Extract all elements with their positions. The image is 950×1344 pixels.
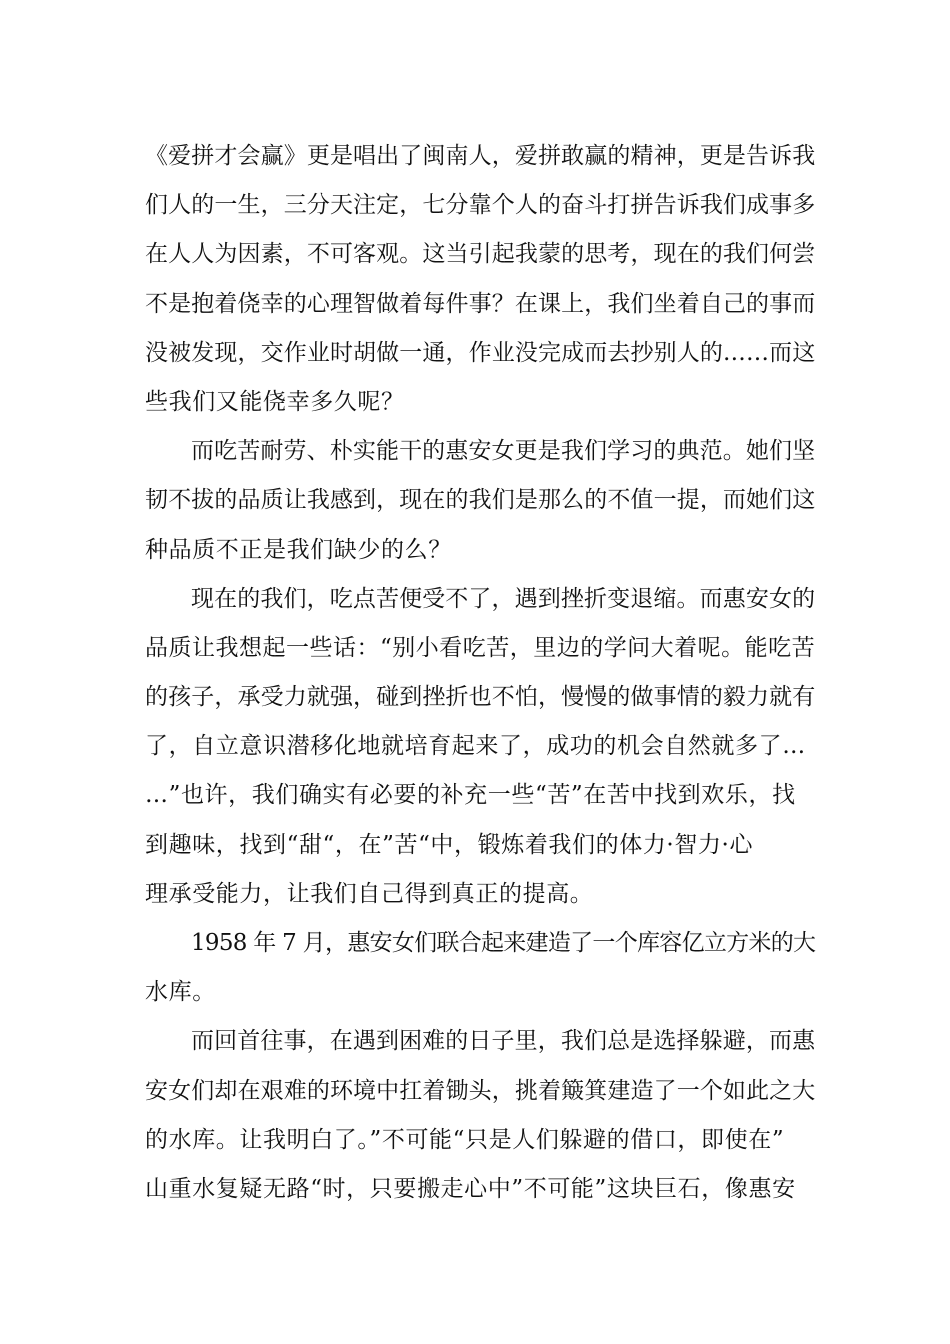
text-line: …”也许，我们确实有必要的补充一些“苦”在苦中找到欢乐，找 [145,782,796,809]
body-text [145,132,815,1214]
text-line: 些我们又能侥幸多久呢？ [145,388,405,415]
text-line: 种品质不正是我们缺少的么？ [145,536,452,563]
text-line: 水库。 [145,979,216,1006]
text-line: 了，自立意识潜移化地就培育起来了，成功的机会自然就多了… [145,733,806,760]
text-line: 现在的我们，吃点苦便受不了，遇到挫折变退缩。而惠安女的 [191,585,816,612]
text-line: 没被发现，交作业时胡做一通，作业没完成而去抄别人的……而这 [145,339,816,366]
text-line: 的孩子，承受力就强，碰到挫折也不怕，慢慢的做事情的毅力就有 [145,684,816,711]
text-line: 而回首往事，在遇到困难的日子里，我们总是选择躲避，而惠 [191,1028,816,1055]
text-line: 到趣味，找到“甜“，在”苦“中，锻炼着我们的体力·智力·心 [145,831,754,858]
text-line: 1958 年 7 月，惠安女们联合起来建造了一个库容亿立方米的大 [191,930,816,956]
text-line: 们人的一生，三分天注定，七分靠个人的奋斗打拼告诉我们成事多 [145,192,816,219]
text-line: 品质让我想起一些话：“别小看吃苦，里边的学问大着呢。能吃苦 [145,634,816,661]
text-line: 而吃苦耐劳、朴实能干的惠安女更是我们学习的典范。她们坚 [191,438,816,465]
text-line: 不是抱着侥幸的心理智做着每件事？在课上，我们坐着自己的事而 [145,290,816,317]
text-line: 《爱拼才会赢》更是唱出了闽南人，爱拼敢赢的精神，更是告诉我 [145,143,816,169]
text-line: 安女们却在艰难的环境中扛着锄头，挑着簸箕建造了一个如此之大 [145,1077,816,1104]
text-line: 山重水复疑无路“时，只要搬走心中”不可能”这块巨石，像惠安 [145,1175,796,1202]
text-line: 韧不拔的品质让我感到，现在的我们是那么的不值一提，而她们这 [145,487,816,514]
text-line: 在人人为因素，不可客观。这当引起我蒙的思考，现在的我们何尝 [145,241,816,268]
text-line: 的水库。让我明白了。”不可能“只是人们躲避的借口，即使在” [145,1126,785,1153]
text-line: 理承受能力，让我们自己得到真正的提高。 [145,880,594,907]
